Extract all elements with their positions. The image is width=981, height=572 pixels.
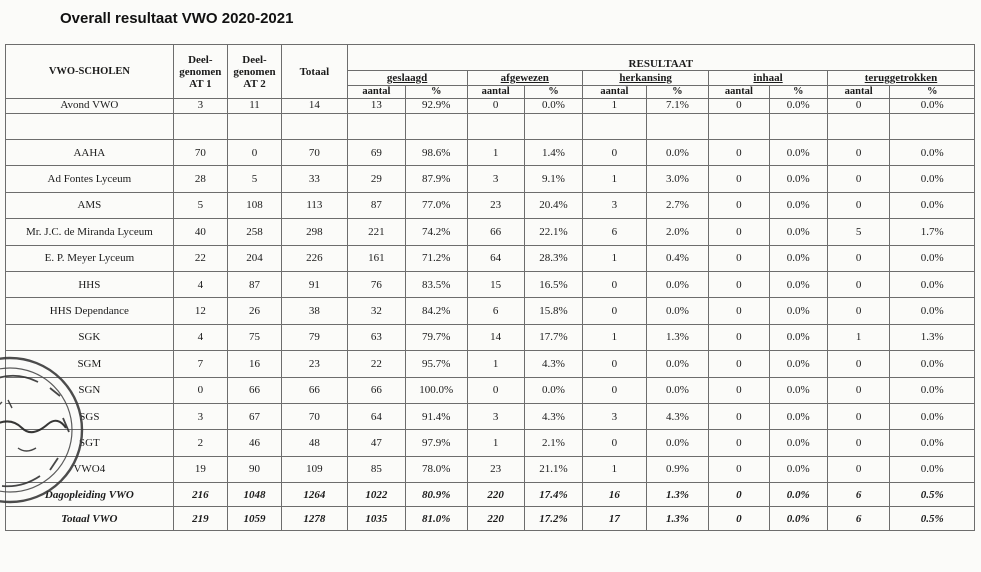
cell-teruggetrokken-percent: 0.0% xyxy=(890,403,975,429)
cell-geslaagd-percent: 80.9% xyxy=(406,483,467,507)
empty-cell xyxy=(709,114,769,140)
empty-cell xyxy=(646,114,709,140)
cell-deelgenomen-at2: 90 xyxy=(227,456,281,482)
cell-afgewezen-percent: 2.1% xyxy=(524,430,582,456)
cell-geslaagd-percent: 81.0% xyxy=(406,507,467,531)
header-afgewezen: afgewezen xyxy=(467,71,583,86)
subheader-aantal: aantal xyxy=(583,86,647,99)
cell-afgewezen-percent: 22.1% xyxy=(524,219,582,245)
cell-inhaal-percent: 0.0% xyxy=(769,99,827,114)
cell-teruggetrokken-aantal: 0 xyxy=(827,140,890,166)
cell-inhaal-aantal: 0 xyxy=(709,140,769,166)
cell-totaal: 298 xyxy=(282,219,348,245)
subheader-percent: % xyxy=(890,86,975,99)
subheader-percent: % xyxy=(406,86,467,99)
cell-deelgenomen-at2: 46 xyxy=(227,430,281,456)
results-table xyxy=(5,44,975,531)
empty-cell xyxy=(890,114,975,140)
spacer-row xyxy=(6,114,975,140)
table-row xyxy=(6,192,975,218)
seal-stamp-top xyxy=(360,0,470,12)
empty-cell xyxy=(282,114,348,140)
cell-school-name: HHS xyxy=(6,271,174,297)
cell-deelgenomen-at1: 0 xyxy=(173,377,227,403)
cell-teruggetrokken-percent: 0.0% xyxy=(890,456,975,482)
cell-deelgenomen-at1: 28 xyxy=(173,166,227,192)
table-row xyxy=(6,456,975,482)
cell-herkansing-aantal: 1 xyxy=(583,456,647,482)
cell-inhaal-percent: 0.0% xyxy=(769,298,827,324)
cell-deelgenomen-at2: 26 xyxy=(227,298,281,324)
cell-totaal: 70 xyxy=(282,403,348,429)
cell-geslaagd-aantal: 66 xyxy=(347,377,405,403)
empty-cell xyxy=(769,114,827,140)
cell-geslaagd-percent: 83.5% xyxy=(406,271,467,297)
subheader-percent: % xyxy=(524,86,582,99)
subheader-percent: % xyxy=(646,86,709,99)
cell-herkansing-aantal: 1 xyxy=(583,324,647,350)
cell-afgewezen-aantal: 220 xyxy=(467,483,524,507)
cell-afgewezen-aantal: 23 xyxy=(467,192,524,218)
cell-afgewezen-aantal: 6 xyxy=(467,298,524,324)
cell-totaal: 48 xyxy=(282,430,348,456)
cell-teruggetrokken-aantal: 0 xyxy=(827,298,890,324)
cell-inhaal-aantal: 0 xyxy=(709,456,769,482)
cell-afgewezen-aantal: 3 xyxy=(467,403,524,429)
cell-geslaagd-aantal: 1022 xyxy=(347,483,405,507)
cell-geslaagd-percent: 91.4% xyxy=(406,403,467,429)
cell-inhaal-aantal: 0 xyxy=(709,507,769,531)
cell-deelgenomen-at2: 1059 xyxy=(227,507,281,531)
header-herkansing: herkansing xyxy=(583,71,709,86)
cell-teruggetrokken-percent: 0.5% xyxy=(890,483,975,507)
cell-teruggetrokken-percent: 0.5% xyxy=(890,507,975,531)
cell-teruggetrokken-aantal: 0 xyxy=(827,99,890,114)
cell-deelgenomen-at1: 5 xyxy=(173,192,227,218)
cell-totaal: 79 xyxy=(282,324,348,350)
cell-totaal: 1264 xyxy=(282,483,348,507)
cell-teruggetrokken-aantal: 0 xyxy=(827,351,890,377)
cell-teruggetrokken-percent: 1.3% xyxy=(890,324,975,350)
cell-inhaal-aantal: 0 xyxy=(709,483,769,507)
cell-herkansing-percent: 0.0% xyxy=(646,430,709,456)
table-row xyxy=(6,99,975,114)
cell-geslaagd-percent: 92.9% xyxy=(406,99,467,114)
cell-deelgenomen-at1: 4 xyxy=(173,324,227,350)
cell-geslaagd-percent: 84.2% xyxy=(406,298,467,324)
header-totaal: Totaal xyxy=(282,45,348,99)
cell-herkansing-percent: 7.1% xyxy=(646,99,709,114)
cell-deelgenomen-at1: 19 xyxy=(173,456,227,482)
cell-herkansing-aantal: 0 xyxy=(583,140,647,166)
empty-cell xyxy=(227,114,281,140)
cell-school-name: HHS Dependance xyxy=(6,298,174,324)
cell-herkansing-aantal: 0 xyxy=(583,271,647,297)
cell-geslaagd-aantal: 1035 xyxy=(347,507,405,531)
header-geslaagd: geslaagd xyxy=(347,71,467,86)
cell-afgewezen-aantal: 64 xyxy=(467,245,524,271)
cell-afgewezen-aantal: 15 xyxy=(467,271,524,297)
cell-deelgenomen-at1: 3 xyxy=(173,99,227,114)
cell-deelgenomen-at2: 5 xyxy=(227,166,281,192)
table-row xyxy=(6,298,975,324)
cell-deelgenomen-at2: 87 xyxy=(227,271,281,297)
cell-school-name: E. P. Meyer Lyceum xyxy=(6,245,174,271)
cell-totaal: 70 xyxy=(282,140,348,166)
cell-afgewezen-percent: 4.3% xyxy=(524,351,582,377)
table-row xyxy=(6,377,975,403)
table-row xyxy=(6,483,975,507)
cell-deelgenomen-at1: 7 xyxy=(173,351,227,377)
cell-afgewezen-aantal: 1 xyxy=(467,140,524,166)
cell-teruggetrokken-percent: 0.0% xyxy=(890,245,975,271)
empty-cell xyxy=(524,114,582,140)
cell-herkansing-percent: 0.9% xyxy=(646,456,709,482)
cell-afgewezen-percent: 0.0% xyxy=(524,377,582,403)
cell-deelgenomen-at1: 12 xyxy=(173,298,227,324)
cell-afgewezen-aantal: 0 xyxy=(467,377,524,403)
cell-herkansing-percent: 0.4% xyxy=(646,245,709,271)
table-row xyxy=(6,271,975,297)
subheader-aantal: aantal xyxy=(709,86,769,99)
cell-deelgenomen-at2: 75 xyxy=(227,324,281,350)
cell-afgewezen-aantal: 220 xyxy=(467,507,524,531)
cell-inhaal-aantal: 0 xyxy=(709,99,769,114)
cell-school-name: AAHA xyxy=(6,140,174,166)
cell-afgewezen-aantal: 23 xyxy=(467,456,524,482)
cell-school-name: Dagopleiding VWO xyxy=(6,483,174,507)
cell-inhaal-percent: 0.0% xyxy=(769,219,827,245)
cell-herkansing-aantal: 0 xyxy=(583,298,647,324)
cell-inhaal-aantal: 0 xyxy=(709,351,769,377)
cell-inhaal-percent: 0.0% xyxy=(769,140,827,166)
cell-totaal: 226 xyxy=(282,245,348,271)
cell-totaal: 66 xyxy=(282,377,348,403)
page-title: Overall resultaat VWO 2020-2021 xyxy=(60,10,294,27)
cell-afgewezen-percent: 0.0% xyxy=(524,99,582,114)
cell-school-name: Ad Fontes Lyceum xyxy=(6,166,174,192)
cell-geslaagd-percent: 87.9% xyxy=(406,166,467,192)
cell-school-name: VWO4 xyxy=(6,456,174,482)
cell-afgewezen-percent: 4.3% xyxy=(524,403,582,429)
cell-herkansing-percent: 2.7% xyxy=(646,192,709,218)
cell-geslaagd-percent: 71.2% xyxy=(406,245,467,271)
cell-herkansing-percent: 1.3% xyxy=(646,507,709,531)
cell-deelgenomen-at2: 67 xyxy=(227,403,281,429)
table-row xyxy=(6,507,975,531)
cell-deelgenomen-at1: 4 xyxy=(173,271,227,297)
empty-cell xyxy=(347,114,405,140)
cell-school-name: SGT xyxy=(6,430,174,456)
cell-herkansing-aantal: 16 xyxy=(583,483,647,507)
cell-teruggetrokken-aantal: 0 xyxy=(827,166,890,192)
cell-inhaal-percent: 0.0% xyxy=(769,324,827,350)
cell-inhaal-percent: 0.0% xyxy=(769,245,827,271)
cell-herkansing-aantal: 17 xyxy=(583,507,647,531)
cell-afgewezen-percent: 17.7% xyxy=(524,324,582,350)
cell-geslaagd-percent: 98.6% xyxy=(406,140,467,166)
cell-deelgenomen-at1: 70 xyxy=(173,140,227,166)
cell-inhaal-aantal: 0 xyxy=(709,377,769,403)
cell-teruggetrokken-percent: 0.0% xyxy=(890,99,975,114)
cell-herkansing-aantal: 0 xyxy=(583,377,647,403)
header-school: VWO-SCHOLEN xyxy=(6,45,174,99)
cell-afgewezen-percent: 21.1% xyxy=(524,456,582,482)
cell-totaal: 33 xyxy=(282,166,348,192)
cell-inhaal-aantal: 0 xyxy=(709,271,769,297)
cell-herkansing-aantal: 1 xyxy=(583,245,647,271)
table-row xyxy=(6,166,975,192)
cell-inhaal-aantal: 0 xyxy=(709,403,769,429)
cell-herkansing-percent: 0.0% xyxy=(646,140,709,166)
cell-afgewezen-aantal: 1 xyxy=(467,430,524,456)
cell-geslaagd-percent: 78.0% xyxy=(406,456,467,482)
cell-afgewezen-percent: 17.2% xyxy=(524,507,582,531)
cell-school-name: AMS xyxy=(6,192,174,218)
cell-inhaal-percent: 0.0% xyxy=(769,351,827,377)
cell-inhaal-percent: 0.0% xyxy=(769,271,827,297)
table-row xyxy=(6,245,975,271)
cell-inhaal-percent: 0.0% xyxy=(769,430,827,456)
cell-teruggetrokken-aantal: 5 xyxy=(827,219,890,245)
cell-geslaagd-aantal: 76 xyxy=(347,271,405,297)
cell-teruggetrokken-percent: 0.0% xyxy=(890,140,975,166)
cell-teruggetrokken-aantal: 0 xyxy=(827,377,890,403)
cell-school-name: Mr. J.C. de Miranda Lyceum xyxy=(6,219,174,245)
subheader-percent: % xyxy=(769,86,827,99)
cell-herkansing-aantal: 0 xyxy=(583,430,647,456)
empty-cell xyxy=(467,114,524,140)
cell-geslaagd-aantal: 22 xyxy=(347,351,405,377)
cell-geslaagd-percent: 77.0% xyxy=(406,192,467,218)
cell-herkansing-percent: 1.3% xyxy=(646,483,709,507)
cell-geslaagd-percent: 95.7% xyxy=(406,351,467,377)
subheader-aantal: aantal xyxy=(347,86,405,99)
subheader-aantal: aantal xyxy=(467,86,524,99)
cell-teruggetrokken-aantal: 0 xyxy=(827,456,890,482)
cell-inhaal-percent: 0.0% xyxy=(769,166,827,192)
cell-afgewezen-aantal: 66 xyxy=(467,219,524,245)
cell-herkansing-percent: 0.0% xyxy=(646,377,709,403)
cell-deelgenomen-at2: 0 xyxy=(227,140,281,166)
cell-herkansing-percent: 0.0% xyxy=(646,298,709,324)
cell-afgewezen-percent: 17.4% xyxy=(524,483,582,507)
cell-geslaagd-aantal: 64 xyxy=(347,403,405,429)
header-at2: Deel- genomen AT 2 xyxy=(227,45,281,99)
cell-totaal: 14 xyxy=(282,99,348,114)
table-row xyxy=(6,430,975,456)
cell-deelgenomen-at2: 258 xyxy=(227,219,281,245)
cell-teruggetrokken-percent: 0.0% xyxy=(890,298,975,324)
cell-teruggetrokken-percent: 0.0% xyxy=(890,377,975,403)
cell-afgewezen-percent: 20.4% xyxy=(524,192,582,218)
cell-inhaal-aantal: 0 xyxy=(709,166,769,192)
cell-teruggetrokken-aantal: 6 xyxy=(827,483,890,507)
cell-totaal: 23 xyxy=(282,351,348,377)
cell-teruggetrokken-percent: 0.0% xyxy=(890,192,975,218)
cell-afgewezen-aantal: 1 xyxy=(467,351,524,377)
cell-deelgenomen-at1: 216 xyxy=(173,483,227,507)
table-row xyxy=(6,219,975,245)
cell-teruggetrokken-percent: 0.0% xyxy=(890,166,975,192)
cell-afgewezen-aantal: 0 xyxy=(467,99,524,114)
cell-geslaagd-percent: 100.0% xyxy=(406,377,467,403)
header-inhaal: inhaal xyxy=(709,71,828,86)
cell-deelgenomen-at2: 66 xyxy=(227,377,281,403)
cell-teruggetrokken-percent: 1.7% xyxy=(890,219,975,245)
cell-geslaagd-percent: 74.2% xyxy=(406,219,467,245)
cell-herkansing-percent: 0.0% xyxy=(646,351,709,377)
cell-inhaal-percent: 0.0% xyxy=(769,507,827,531)
cell-teruggetrokken-aantal: 6 xyxy=(827,507,890,531)
empty-cell xyxy=(406,114,467,140)
cell-herkansing-aantal: 6 xyxy=(583,219,647,245)
cell-inhaal-aantal: 0 xyxy=(709,245,769,271)
cell-geslaagd-aantal: 87 xyxy=(347,192,405,218)
cell-afgewezen-percent: 16.5% xyxy=(524,271,582,297)
cell-herkansing-aantal: 3 xyxy=(583,192,647,218)
cell-afgewezen-aantal: 3 xyxy=(467,166,524,192)
cell-herkansing-percent: 0.0% xyxy=(646,271,709,297)
empty-cell xyxy=(6,114,174,140)
cell-geslaagd-aantal: 13 xyxy=(347,99,405,114)
cell-totaal: 38 xyxy=(282,298,348,324)
cell-teruggetrokken-aantal: 0 xyxy=(827,245,890,271)
cell-inhaal-aantal: 0 xyxy=(709,324,769,350)
header-resultaat: RESULTAAT xyxy=(347,45,974,71)
table-row xyxy=(6,140,975,166)
cell-school-name: SGS xyxy=(6,403,174,429)
cell-afgewezen-percent: 9.1% xyxy=(524,166,582,192)
cell-deelgenomen-at2: 11 xyxy=(227,99,281,114)
cell-geslaagd-percent: 79.7% xyxy=(406,324,467,350)
cell-deelgenomen-at1: 2 xyxy=(173,430,227,456)
cell-inhaal-aantal: 0 xyxy=(709,192,769,218)
cell-geslaagd-aantal: 85 xyxy=(347,456,405,482)
cell-totaal: 1278 xyxy=(282,507,348,531)
cell-deelgenomen-at1: 40 xyxy=(173,219,227,245)
cell-geslaagd-aantal: 29 xyxy=(347,166,405,192)
cell-school-name: Totaal VWO xyxy=(6,507,174,531)
cell-geslaagd-aantal: 47 xyxy=(347,430,405,456)
cell-teruggetrokken-percent: 0.0% xyxy=(890,351,975,377)
cell-teruggetrokken-percent: 0.0% xyxy=(890,271,975,297)
cell-teruggetrokken-aantal: 0 xyxy=(827,430,890,456)
cell-school-name: SGK xyxy=(6,324,174,350)
cell-herkansing-percent: 1.3% xyxy=(646,324,709,350)
empty-cell xyxy=(173,114,227,140)
table-row xyxy=(6,403,975,429)
cell-afgewezen-percent: 28.3% xyxy=(524,245,582,271)
cell-geslaagd-percent: 97.9% xyxy=(406,430,467,456)
subheader-aantal: aantal xyxy=(827,86,890,99)
cell-school-name: SGM xyxy=(6,351,174,377)
results-body xyxy=(6,99,975,531)
cell-geslaagd-aantal: 32 xyxy=(347,298,405,324)
cell-deelgenomen-at1: 219 xyxy=(173,507,227,531)
header-teruggetrokken: teruggetrokken xyxy=(827,71,974,86)
empty-cell xyxy=(827,114,890,140)
table-row xyxy=(6,324,975,350)
cell-herkansing-percent: 2.0% xyxy=(646,219,709,245)
cell-deelgenomen-at1: 3 xyxy=(173,403,227,429)
cell-geslaagd-aantal: 63 xyxy=(347,324,405,350)
table-row xyxy=(6,351,975,377)
cell-school-name: Avond VWO xyxy=(6,99,174,114)
cell-geslaagd-aantal: 69 xyxy=(347,140,405,166)
cell-totaal: 113 xyxy=(282,192,348,218)
cell-herkansing-aantal: 1 xyxy=(583,166,647,192)
header-at1: Deel- genomen AT 1 xyxy=(173,45,227,99)
cell-teruggetrokken-aantal: 0 xyxy=(827,271,890,297)
cell-deelgenomen-at2: 108 xyxy=(227,192,281,218)
cell-herkansing-aantal: 3 xyxy=(583,403,647,429)
cell-school-name: SGN xyxy=(6,377,174,403)
cell-inhaal-percent: 0.0% xyxy=(769,192,827,218)
cell-teruggetrokken-aantal: 1 xyxy=(827,324,890,350)
cell-inhaal-aantal: 0 xyxy=(709,298,769,324)
cell-teruggetrokken-percent: 0.0% xyxy=(890,430,975,456)
cell-herkansing-percent: 4.3% xyxy=(646,403,709,429)
cell-herkansing-percent: 3.0% xyxy=(646,166,709,192)
cell-herkansing-aantal: 1 xyxy=(583,99,647,114)
cell-totaal: 109 xyxy=(282,456,348,482)
cell-inhaal-aantal: 0 xyxy=(709,219,769,245)
cell-inhaal-percent: 0.0% xyxy=(769,483,827,507)
cell-afgewezen-percent: 15.8% xyxy=(524,298,582,324)
cell-herkansing-aantal: 0 xyxy=(583,351,647,377)
cell-deelgenomen-at1: 22 xyxy=(173,245,227,271)
cell-teruggetrokken-aantal: 0 xyxy=(827,403,890,429)
cell-geslaagd-aantal: 221 xyxy=(347,219,405,245)
cell-teruggetrokken-aantal: 0 xyxy=(827,192,890,218)
cell-inhaal-percent: 0.0% xyxy=(769,403,827,429)
cell-afgewezen-percent: 1.4% xyxy=(524,140,582,166)
cell-deelgenomen-at2: 1048 xyxy=(227,483,281,507)
cell-deelgenomen-at2: 204 xyxy=(227,245,281,271)
cell-inhaal-aantal: 0 xyxy=(709,430,769,456)
cell-totaal: 91 xyxy=(282,271,348,297)
empty-cell xyxy=(583,114,647,140)
cell-afgewezen-aantal: 14 xyxy=(467,324,524,350)
cell-geslaagd-aantal: 161 xyxy=(347,245,405,271)
cell-inhaal-percent: 0.0% xyxy=(769,377,827,403)
cell-deelgenomen-at2: 16 xyxy=(227,351,281,377)
cell-inhaal-percent: 0.0% xyxy=(769,456,827,482)
